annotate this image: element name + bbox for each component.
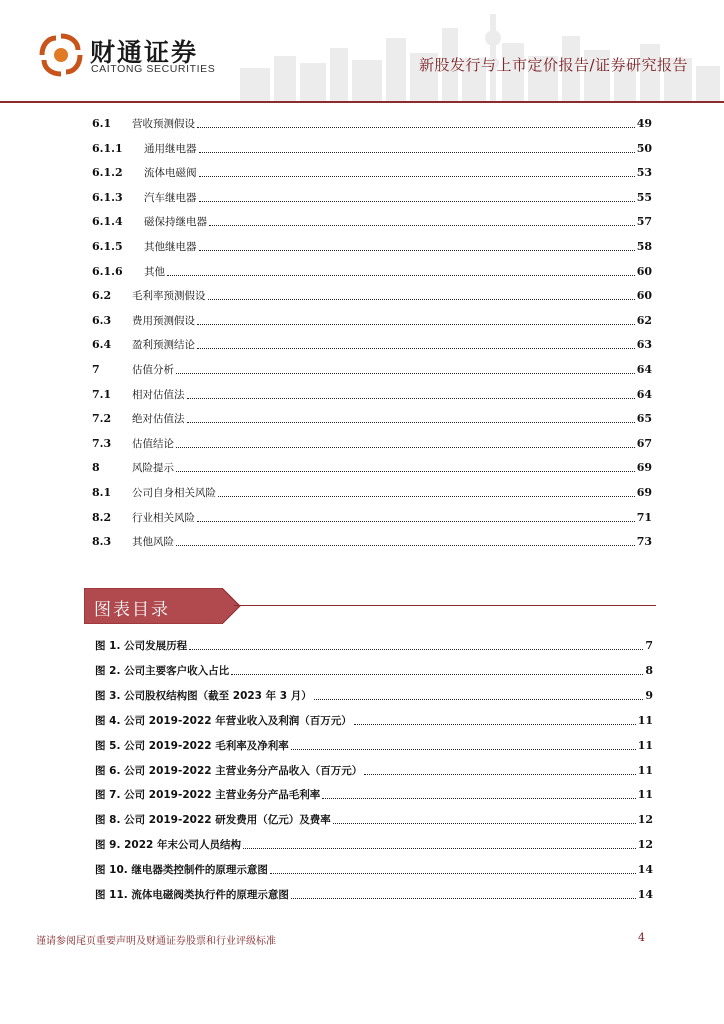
toc-entry-page: 58 — [636, 240, 652, 253]
toc-entry-number: 8.2 — [92, 510, 112, 524]
figure-entry[interactable] — [95, 762, 653, 778]
toc-entry-title: 其他风险 — [132, 536, 174, 549]
toc-entry-number: 6.4 — [92, 338, 112, 352]
toc-entry-page: 60 — [636, 264, 652, 278]
figure-entry[interactable] — [95, 836, 653, 852]
toc-entry-page: 71 — [636, 510, 652, 524]
toc-entry-page: 49 — [636, 117, 652, 130]
toc-entry-title: 绝对估值法 — [132, 413, 185, 426]
logo-english-name: CAITONG SECURITIES — [91, 63, 216, 75]
figure-entry-title: 图 2. 公司主要客户收入占比 — [95, 664, 230, 677]
toc-entry-title: 其他 — [144, 265, 165, 278]
toc-entry-number: 6.1.5 — [92, 240, 123, 253]
figure-entry-title: 图 6. 公司 2019-2022 主营业务分产品收入（百万元） — [95, 764, 363, 777]
toc-entry-title: 毛利率预测假设 — [132, 290, 206, 303]
dot-leader — [208, 298, 635, 300]
figure-entry-title: 图 8. 公司 2019-2022 研发费用（亿元）及费率 — [95, 814, 331, 827]
dot-leader — [187, 421, 635, 423]
dot-leader — [199, 249, 635, 251]
dot-leader — [333, 822, 636, 824]
banner-rule — [234, 605, 656, 606]
toc-entry[interactable] — [92, 336, 652, 352]
figure-entry-page: 12 — [637, 838, 653, 852]
toc-entry-page: 55 — [636, 190, 652, 204]
toc-entry-title: 流体电磁阀 — [144, 167, 197, 180]
header-divider — [0, 101, 724, 103]
toc-entry-page: 65 — [636, 412, 652, 426]
toc-entry-title: 估值结论 — [132, 437, 174, 450]
toc-entry[interactable] — [92, 484, 652, 500]
figure-entry[interactable] — [95, 637, 653, 653]
toc-entry[interactable] — [92, 164, 652, 180]
toc-entry-title: 公司自身相关风险 — [132, 487, 216, 499]
figure-entry-page: 11 — [637, 763, 653, 777]
toc-entry-number: 7 — [92, 363, 100, 376]
figure-entry-title: 图 7. 公司 2019-2022 主营业务分产品毛利率 — [95, 789, 321, 802]
caitong-logo-icon — [38, 32, 84, 78]
toc-entry[interactable] — [92, 361, 652, 377]
figure-entry-title: 图 11. 流体电磁阀类执行件的原理示意图 — [95, 889, 289, 901]
toc-entry-title: 盈利预测结论 — [132, 339, 195, 352]
toc-entry-title: 通用继电器 — [144, 142, 197, 155]
figure-entry-page: 11 — [637, 788, 653, 802]
logo-chinese-name: 财通证券 — [90, 38, 199, 67]
toc-entry-page: 53 — [636, 166, 652, 180]
dot-leader — [197, 126, 635, 128]
figure-entry-title: 图 1. 公司发展历程 — [95, 640, 188, 652]
dot-leader — [176, 372, 635, 374]
toc-entry-page: 60 — [636, 289, 652, 303]
toc-entry-number: 6.3 — [92, 313, 112, 327]
figure-entry-title: 图 3. 公司股权结构图（截至 2023 年 3 月） — [95, 689, 312, 702]
toc-entry-number: 6.1 — [92, 117, 112, 130]
toc-entry[interactable] — [92, 386, 652, 402]
toc-entry-title: 估值分析 — [132, 364, 174, 376]
toc-entry-title: 营收预测假设 — [132, 118, 195, 130]
toc-entry[interactable] — [92, 213, 652, 229]
toc-entry-number: 7.2 — [92, 412, 112, 426]
dot-leader — [364, 773, 635, 775]
toc-entry-title: 磁保持继电器 — [144, 216, 207, 229]
toc-entry-page: 63 — [636, 338, 652, 352]
toc-entry-title: 汽车继电器 — [144, 191, 197, 204]
toc-entry-page: 57 — [636, 215, 652, 229]
toc-entry-number: 6.1.4 — [92, 215, 123, 229]
toc-entry-title: 费用预测假设 — [132, 314, 195, 327]
toc-entry-number: 8 — [92, 461, 100, 475]
toc-entry-title: 风险提示 — [132, 462, 174, 475]
dot-leader — [189, 648, 643, 650]
figure-entry-page: 12 — [637, 813, 653, 827]
toc-entry[interactable] — [92, 533, 652, 549]
figure-entry-page: 11 — [637, 738, 653, 752]
toc-entry-number: 7.1 — [92, 387, 112, 401]
toc-entry-page: 69 — [636, 486, 652, 499]
figure-entry-page: 8 — [645, 663, 653, 677]
figure-entry-page: 14 — [637, 863, 653, 877]
toc-entry[interactable] — [92, 238, 652, 254]
figure-entry[interactable] — [95, 886, 653, 902]
dot-leader — [176, 470, 635, 472]
dot-leader — [199, 200, 635, 202]
toc-entry-number: 8.1 — [92, 486, 112, 499]
figure-entry[interactable] — [95, 786, 653, 802]
toc-entry-number: 6.1.2 — [92, 166, 123, 180]
dot-leader — [243, 847, 636, 849]
dot-leader — [199, 175, 635, 177]
toc-entry[interactable] — [92, 509, 652, 525]
dot-leader — [197, 520, 635, 522]
figures-section-title: 图表目录 — [94, 600, 170, 620]
figure-entry-page: 9 — [645, 688, 653, 702]
toc-entry-page: 73 — [636, 535, 652, 549]
toc-entry[interactable] — [92, 287, 652, 303]
toc-entry[interactable] — [92, 263, 652, 279]
dot-leader — [354, 723, 636, 725]
figure-entry[interactable] — [95, 811, 653, 827]
toc-entry[interactable] — [92, 459, 652, 475]
toc-entry-title: 行业相关风险 — [132, 511, 195, 524]
dot-leader — [197, 323, 635, 325]
page-number: 4 — [638, 931, 645, 944]
toc-entry[interactable] — [92, 115, 652, 131]
toc-entry-number: 7.3 — [92, 436, 112, 450]
toc-entry-page: 64 — [636, 363, 652, 376]
figures-section-banner — [84, 588, 656, 624]
toc-entry[interactable] — [92, 312, 652, 328]
report-type-title: 新股发行与上市定价报告/证券研究报告 — [418, 56, 688, 74]
toc-entry[interactable] — [92, 140, 652, 156]
toc-entry-page: 69 — [636, 461, 652, 475]
figure-entry[interactable] — [95, 861, 653, 877]
toc-entry[interactable] — [92, 189, 652, 205]
toc-entry[interactable] — [92, 435, 652, 451]
figure-entry[interactable] — [95, 712, 653, 728]
figure-entry-page: 11 — [637, 713, 653, 727]
dot-leader — [314, 698, 644, 700]
page-header — [0, 0, 724, 104]
figure-entry[interactable] — [95, 662, 653, 678]
figure-entry[interactable] — [95, 687, 653, 703]
toc-entry-page: 62 — [636, 313, 652, 327]
dot-leader — [209, 224, 635, 226]
dot-leader — [176, 544, 635, 546]
dot-leader — [322, 797, 635, 799]
dot-leader — [167, 274, 635, 276]
toc-entry-page: 64 — [636, 387, 652, 401]
toc-entry-number: 6.2 — [92, 289, 112, 303]
toc-entry-number: 8.3 — [92, 535, 112, 549]
figure-entry-page: 14 — [637, 888, 653, 901]
toc-entry-number: 6.1.1 — [92, 141, 123, 155]
toc-entry-title: 相对估值法 — [132, 388, 185, 401]
dot-leader — [291, 748, 636, 750]
figure-entry-title: 图 4. 公司 2019-2022 年营业收入及利润（百万元） — [95, 714, 352, 727]
figure-entry-page: 7 — [645, 639, 653, 652]
toc-entry-page: 67 — [636, 436, 652, 450]
figure-entry[interactable] — [95, 737, 653, 753]
dot-leader — [199, 151, 635, 153]
dot-leader — [231, 673, 643, 675]
dot-leader — [270, 872, 636, 874]
footer-disclaimer: 谨请参阅尾页重要声明及财通证券股票和行业评级标准 — [36, 936, 276, 947]
dot-leader — [176, 446, 635, 448]
dot-leader — [197, 347, 635, 349]
dot-leader — [218, 495, 635, 497]
toc-entry-title: 其他继电器 — [144, 241, 197, 253]
dot-leader — [187, 397, 635, 399]
toc-entry-page: 50 — [636, 141, 652, 155]
toc-entry-number: 6.1.3 — [92, 190, 123, 204]
toc-entry[interactable] — [92, 410, 652, 426]
figure-entry-title: 图 9. 2022 年末公司人员结构 — [95, 839, 241, 852]
dot-leader — [291, 897, 636, 899]
toc-entry-number: 6.1.6 — [92, 264, 123, 278]
figure-entry-title: 图 5. 公司 2019-2022 毛利率及净利率 — [95, 739, 289, 752]
figure-entry-title: 图 10. 继电器类控制件的原理示意图 — [95, 864, 268, 877]
